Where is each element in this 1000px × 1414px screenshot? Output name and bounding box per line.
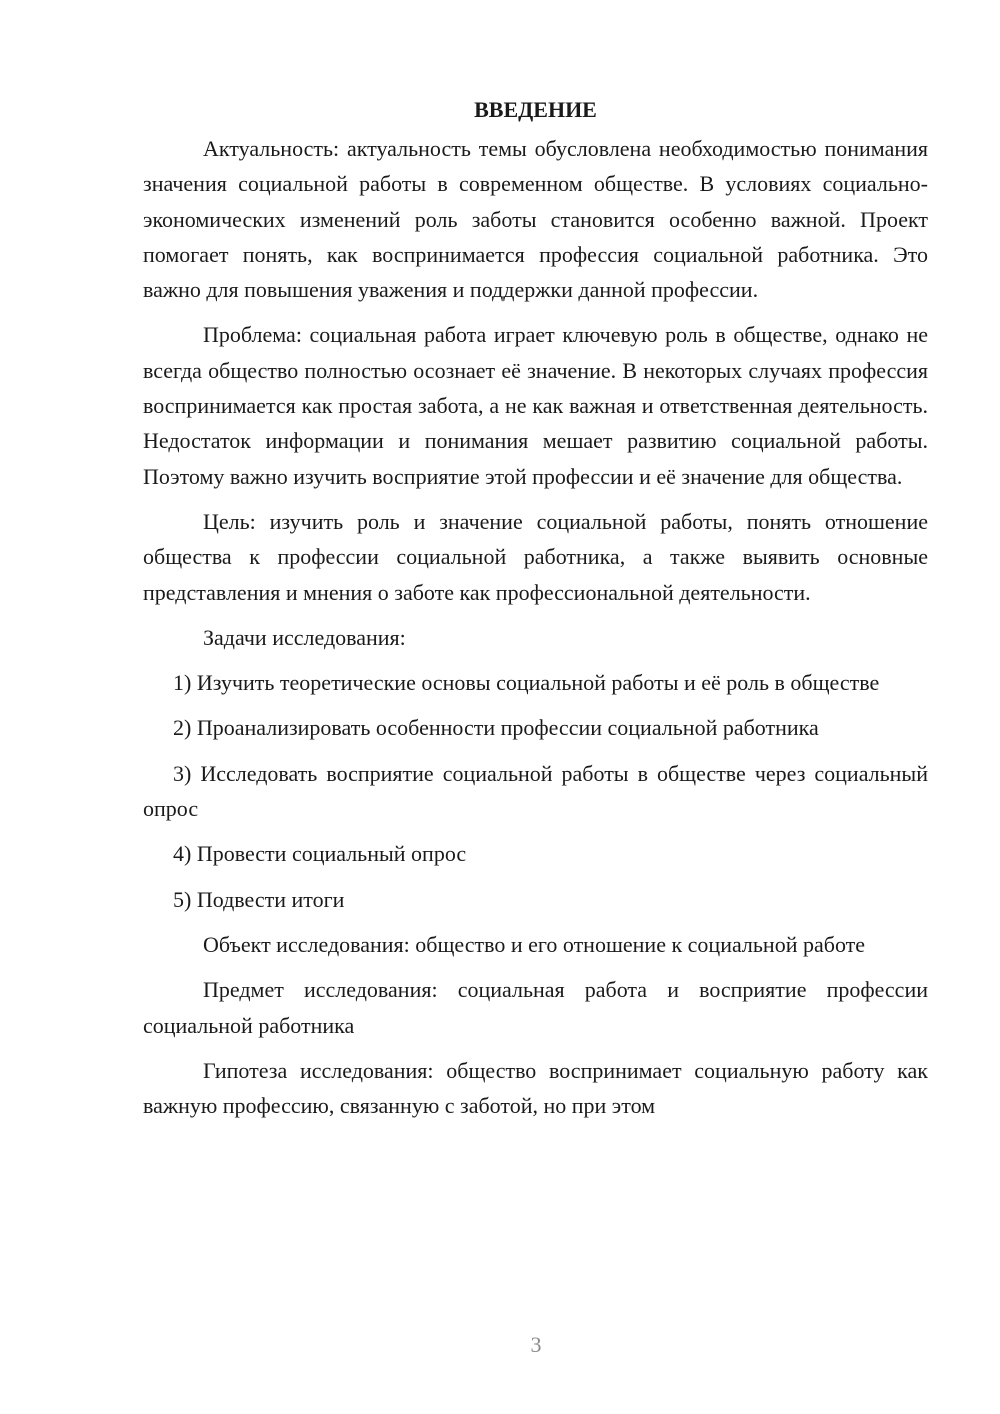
task-item: 5) Подвести итоги [173,886,345,912]
tasks-title: Задачи исследования: [203,624,406,650]
section-heading: ВВЕДЕНИЕ [474,97,597,122]
task-item: 4) Провести социальный опрос [173,841,467,867]
hypothesis-paragraph: Гипотеза исследования: общество воспринимает социальную работу как важную профессию, связанную с заботой, но при этом [143,1057,928,1119]
task-item: 3) Исследовать восприятие социальной работы в обществе через социальный опрос [143,760,928,822]
goal-paragraph: Цель: изучить роль и значение социальной работы, понять отношение общества к профессии социальной работника, а также выявить основные представления и мнения о заботе как профессиональной деятельности. [143,508,928,605]
relevance-paragraph: Актуальность: актуальность темы обусловлена необходимостью понимания значения социальной работы в современном обществе. В условиях социально-экономических изменений роль заботы становится особенно важной. Проект помогает понять, как воспринимается профессия социальной работника. Это важно для повышения уважения и поддержки данной профессии. [143,136,928,303]
object-paragraph: Объект исследования: общество и его отношение к социальной работе [203,931,866,957]
page-number: 3 [530,1332,542,1357]
document-page [143,92,928,1133]
task-item: 1) Изучить теоретические основы социальной работы и её роль в обществе [173,670,880,696]
task-item: 2) Проанализировать особенности профессии социальной работника [173,715,819,741]
problem-paragraph: Проблема: социальная работа играет ключевую роль в обществе, однако не всегда общество полностью осознает её значение. В некоторых случаях профессия воспринимается как простая забота, а не как важная и ответственная деятельность. Недостаток информации и понимания мешает развитию социальной работы. Поэтому важно изучить восприятие этой профессии и её значение для общества. [143,322,928,489]
subject-paragraph: Предмет исследования: социальная работа и восприятие профессии социальной работника [143,977,928,1038]
